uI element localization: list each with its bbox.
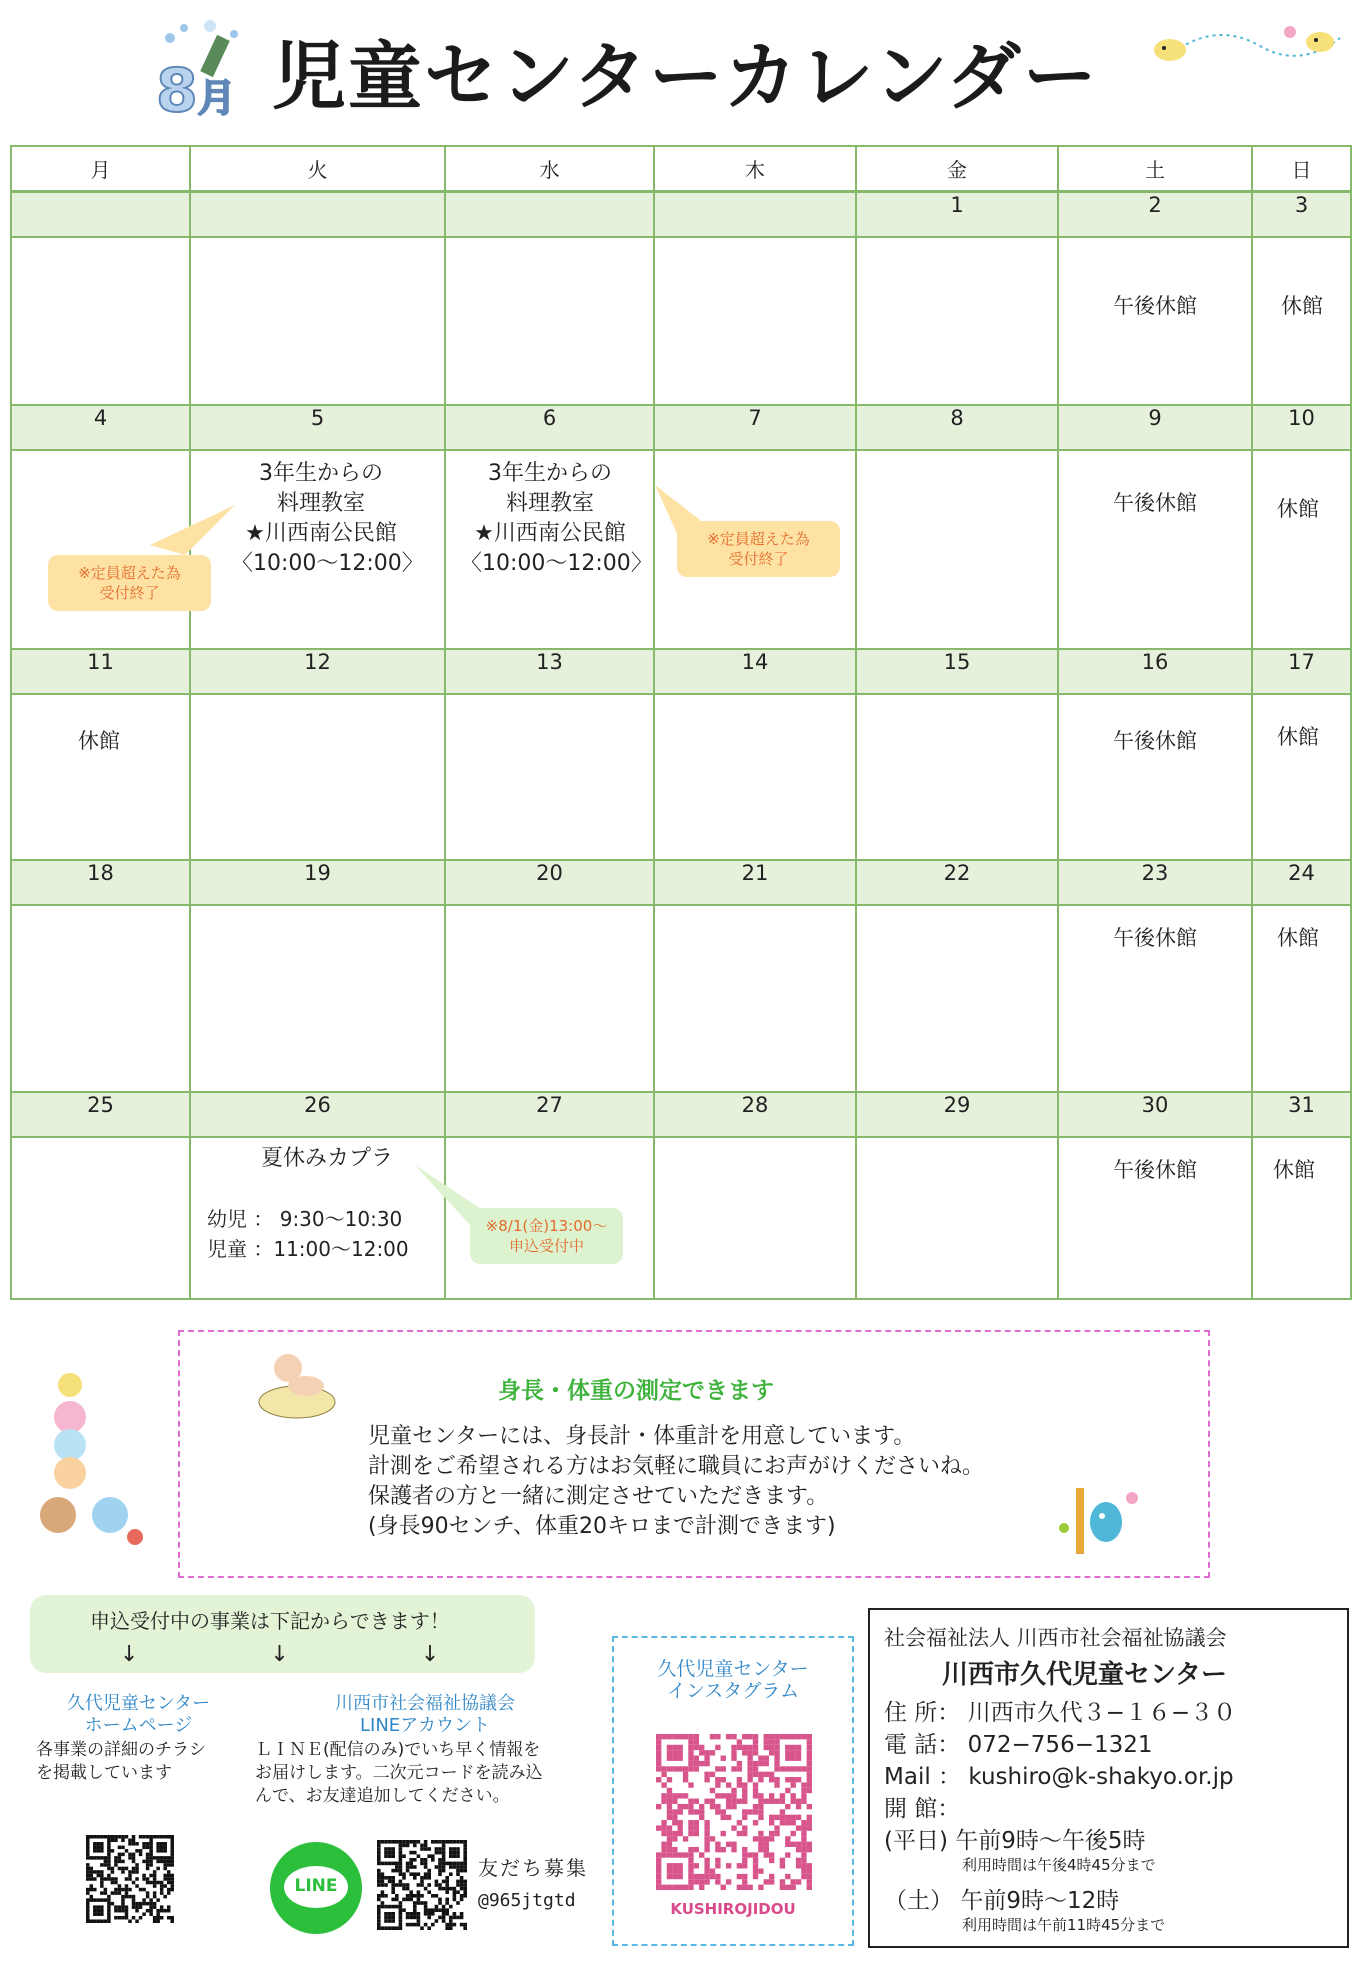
date-cell: 5 — [190, 405, 445, 450]
weekday-hours: 午前9時〜午後5時 — [955, 1828, 1146, 1854]
closed-note: 休館 — [1281, 294, 1323, 319]
measurement-body — [368, 1422, 984, 1542]
saturday-note: 利用時間は午前11時45分まで — [962, 1916, 1166, 1934]
date-cell: 3 — [1252, 192, 1351, 238]
kapla-infant-time: 幼児 ： 9:30〜10:30 — [207, 1207, 403, 1232]
homepage-desc — [36, 1739, 241, 1785]
callout-tail — [150, 505, 235, 555]
address-value: 川西市久代３−１６−３０ — [967, 1700, 1237, 1726]
measurement-line: 計測をご希望される方はお気軽に職員にお声がけくださいね。 — [368, 1454, 985, 1479]
date-cell: 11 — [11, 649, 190, 694]
instagram-title[interactable]: 久代児童センター — [657, 1658, 809, 1680]
line-block — [255, 1693, 595, 1808]
homepage-desc-line: を掲載しています — [36, 1763, 172, 1783]
date-cell: 26 — [190, 1092, 445, 1137]
line-title[interactable]: LINEアカウント — [360, 1715, 490, 1736]
kapla-child-time: 児童 ：11:00〜12:00 — [207, 1237, 409, 1262]
event-line: 〈10:00〜12:00〉 — [231, 551, 424, 577]
instagram-title[interactable]: インスタグラム — [666, 1680, 800, 1702]
afternoon-closed-note: 午後休館 — [1113, 294, 1197, 319]
callout-tail — [415, 1165, 490, 1225]
event-line: 料理教室 — [505, 491, 594, 517]
mail-row — [884, 1758, 1234, 1791]
callout-tail — [655, 485, 700, 540]
line-title[interactable]: 川西市社会福祉協議会 — [335, 1693, 515, 1714]
phone-row — [884, 1726, 1153, 1759]
line-link[interactable] — [255, 1693, 595, 1737]
date-cell: 6 — [445, 405, 654, 450]
ice-cream-animals-icon — [20, 1365, 150, 1555]
line-desc-line: んで、お友達追加してください。 — [255, 1786, 510, 1806]
closed-note: 休館 — [1277, 497, 1319, 522]
line-id: @965jtgtd — [478, 1890, 576, 1911]
homepage-desc-line: 各事業の詳細のチラシ — [36, 1740, 206, 1760]
date-cell: 14 — [654, 649, 856, 694]
center-name: 川西市久代児童センター — [942, 1660, 1227, 1690]
apply-banner — [30, 1595, 535, 1673]
line-friends-label: 友だち募集 — [478, 1856, 588, 1880]
callout-line: ※8/1(金)13:00〜 — [485, 1217, 608, 1236]
afternoon-closed-note: 午後休館 — [1113, 729, 1197, 754]
weekday-wed: 水 — [445, 146, 654, 192]
weekday-sat: 土 — [1058, 146, 1252, 192]
date-cell: 4 — [11, 405, 190, 450]
saturday-label: （土） — [884, 1888, 953, 1914]
page-title: 児童センターカレンダー — [272, 34, 1099, 120]
line-qr-code[interactable] — [377, 1840, 467, 1930]
callout-line: 申込受付中 — [508, 1237, 584, 1256]
instagram-link[interactable] — [614, 1658, 852, 1702]
weekday-tue: 火 — [190, 146, 445, 192]
saturday-hours: 午前9時〜12時 — [960, 1888, 1120, 1914]
date-cell: 9 — [1058, 405, 1252, 450]
homepage-block — [36, 1693, 241, 1785]
date-cell: 21 — [654, 860, 856, 905]
date-cell: 25 — [11, 1092, 190, 1137]
weekday-sun: 日 — [1252, 146, 1351, 192]
saturday-row — [884, 1882, 1119, 1915]
line-desc — [255, 1739, 595, 1808]
date-cell: 7 — [654, 405, 856, 450]
weekday-mon: 月 — [11, 146, 190, 192]
weekday-fri: 金 — [856, 146, 1058, 192]
instagram-qr-code[interactable] — [656, 1734, 812, 1890]
line-desc-line: ＬＩＮＥ(配信のみ)でいち早く情報を — [255, 1740, 541, 1760]
line-desc-line: お届けします。二次元コードを読み込 — [255, 1763, 543, 1783]
callout-line: 受付終了 — [728, 550, 789, 569]
measurement-notice — [178, 1330, 1210, 1578]
date-cell: 22 — [856, 860, 1058, 905]
penguin-height-icon — [1056, 1482, 1146, 1562]
closed-note: 休館 — [1277, 725, 1319, 750]
date-cell: 19 — [190, 860, 445, 905]
date-cell: 16 — [1058, 649, 1252, 694]
callout-line: ※定員超えた為 — [707, 530, 810, 549]
line-logo-icon[interactable] — [270, 1842, 362, 1934]
instagram-block — [612, 1636, 854, 1946]
date-cell: 30 — [1058, 1092, 1252, 1137]
homepage-link[interactable] — [36, 1693, 241, 1737]
callout-line: ※定員超えた為 — [78, 564, 181, 583]
address-label: 住 所： — [884, 1700, 961, 1726]
apply-text: 申込受付中の事業は下記からできます！ — [90, 1609, 450, 1633]
baby-scale-icon — [252, 1346, 342, 1426]
date-cell: 10 — [1252, 405, 1351, 450]
date-cell: 23 — [1058, 860, 1252, 905]
instagram-handle: KUSHIROJIDOU — [670, 1900, 796, 1918]
phone-label: 電 話： — [884, 1732, 961, 1758]
afternoon-closed-note: 午後休館 — [1113, 1158, 1197, 1183]
date-cell: 13 — [445, 649, 654, 694]
event-line: 〈10:00〜12:00〉 — [460, 551, 653, 577]
mail-value[interactable]: kushiro@k-shakyo.or.jp — [968, 1764, 1234, 1790]
date-cell: 8 — [856, 405, 1058, 450]
afternoon-closed-note: 午後休館 — [1113, 926, 1197, 951]
weekday-label: (平日) — [884, 1828, 948, 1854]
closed-note: 休館 — [1273, 1158, 1315, 1183]
date-cell: 18 — [11, 860, 190, 905]
org-name: 社会福祉法人 川西市社会福祉協議会 — [884, 1626, 1227, 1650]
mail-label: Mail ： — [884, 1764, 962, 1790]
month-number: 8月 — [156, 56, 236, 126]
date-cell: 31 — [1252, 1092, 1351, 1137]
address-row — [884, 1694, 1236, 1727]
homepage-title[interactable]: 久代児童センター — [66, 1693, 211, 1714]
weekday-thu: 木 — [654, 146, 856, 192]
event-line: 3年生からの — [488, 461, 612, 487]
measurement-heading: 身長・体重の測定できます — [498, 1378, 774, 1404]
event-line: 3年生からの — [259, 461, 383, 487]
date-cell: 29 — [856, 1092, 1058, 1137]
phone-value[interactable]: 072−756−1321 — [967, 1732, 1153, 1758]
event-line: 料理教室 — [276, 491, 365, 517]
date-cell: 17 — [1252, 649, 1351, 694]
date-cell: 27 — [445, 1092, 654, 1137]
closed-note: 休館 — [78, 729, 120, 754]
event-line: ★川西南公民館 — [245, 521, 397, 547]
kapla-title: 夏休みカプラ — [261, 1146, 394, 1172]
homepage-qr-code[interactable] — [86, 1835, 174, 1923]
date-cell: 20 — [445, 860, 654, 905]
measurement-line: (身長90センチ、体重20キロまで計測できます) — [368, 1514, 836, 1539]
closed-note: 休館 — [1277, 926, 1319, 951]
date-cell: 24 — [1252, 860, 1351, 905]
afternoon-closed-note: 午後休館 — [1113, 491, 1197, 516]
line-logo-text: LINE — [294, 1876, 338, 1896]
open-label: 開 館： — [884, 1796, 961, 1822]
measurement-line: 児童センターには、身長計・体重計を用意しています。 — [368, 1424, 916, 1449]
down-arrows-icon: ↓ ↓ ↓ — [120, 1642, 440, 1667]
date-cell: 2 — [1058, 192, 1252, 238]
date-cell: 12 — [190, 649, 445, 694]
date-cell: 15 — [856, 649, 1058, 694]
date-cell: 28 — [654, 1092, 856, 1137]
homepage-title[interactable]: ホームページ — [84, 1715, 193, 1736]
weekday-note: 利用時間は午後4時45分まで — [962, 1856, 1156, 1874]
date-cell: 1 — [856, 192, 1058, 238]
center-info — [868, 1608, 1349, 1948]
measurement-line: 保護者の方と一緒に測定させていただきます。 — [368, 1484, 829, 1509]
weekday-row — [884, 1822, 1146, 1855]
callout-line: 受付終了 — [99, 584, 160, 603]
event-line: ★川西南公民館 — [474, 521, 626, 547]
